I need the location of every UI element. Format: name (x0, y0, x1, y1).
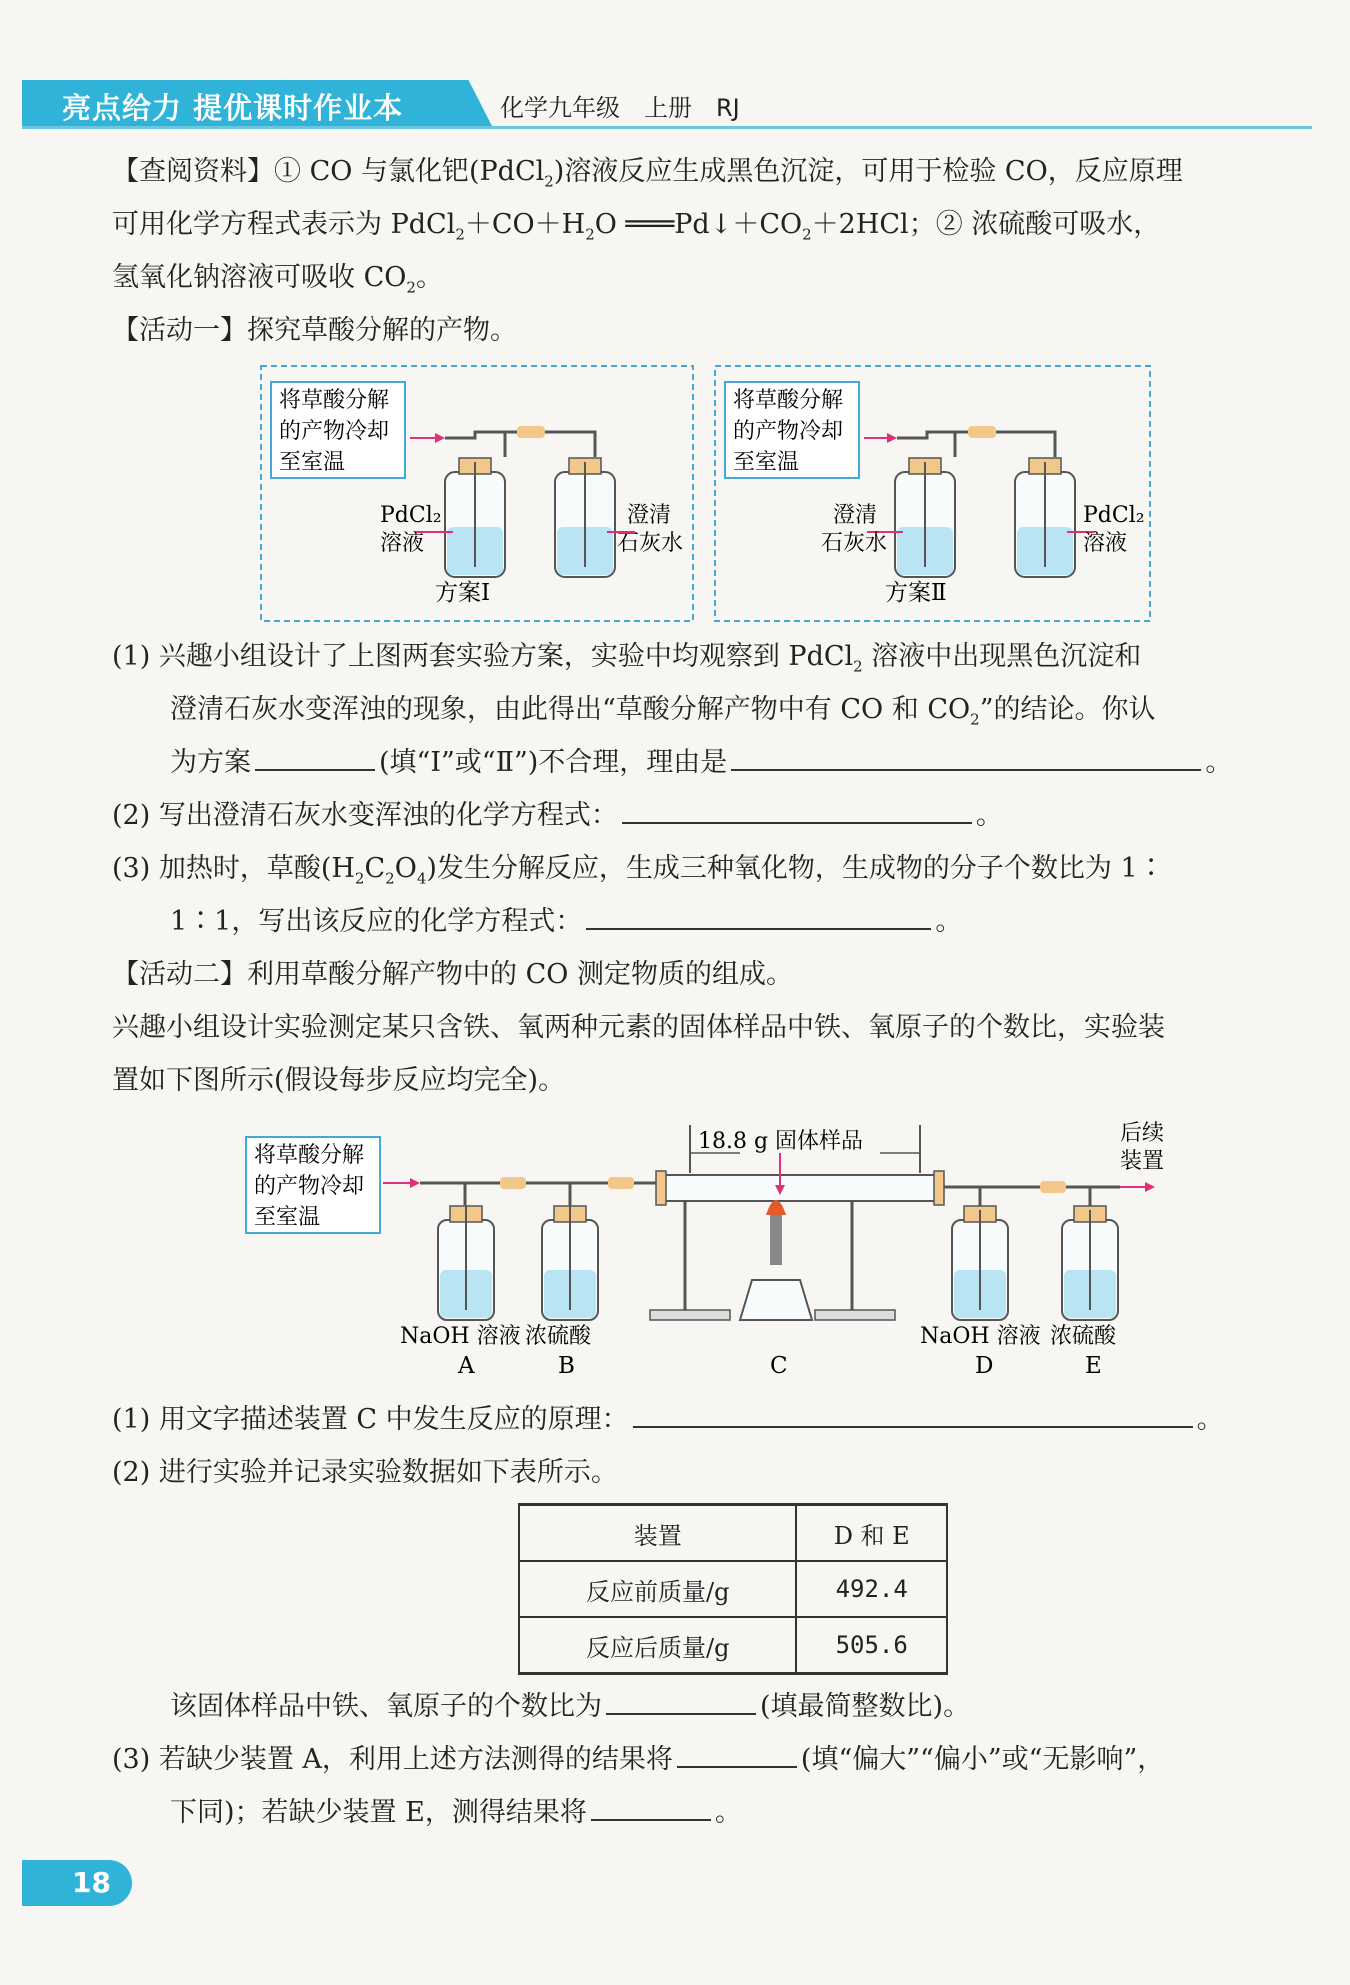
plan1-box-line-3: 至室温 (279, 450, 346, 475)
plan2-lime-label: 澄清 (833, 503, 878, 528)
info-line-2: 可用化学方程式表示为 $PdCl_2+CO+H_2O$ $═══Pd↓+CO_2+2HCl$；② 浓硫酸可吸水， (112, 209, 1161, 244)
table-header-device: 装置 (519, 1505, 796, 1562)
q1-line-2: 澄清石灰水变浑浊的现象，由此得出“草酸分解产物中有 CO 和 $CO_2$”的结论。你认 (170, 694, 1156, 729)
letter-e: E (1085, 1353, 1102, 1375)
sample-label: 18.8 g 固体样品 (698, 1129, 864, 1154)
activity1-figure (255, 362, 1160, 624)
label-naoh-a: NaOH 溶液 (400, 1324, 521, 1349)
b3-result-e-blank[interactable] (591, 1789, 711, 1821)
b1-principle-blank[interactable] (633, 1396, 1193, 1428)
table-header-de: D 和 E (796, 1505, 947, 1562)
table-cell-after-label: 反应后质量/g (519, 1617, 796, 1674)
letter-d: D (975, 1353, 994, 1375)
q1-reason-blank[interactable] (731, 739, 1201, 771)
q3-line-2: 1∶1，写出该反应的化学方程式： 。 (170, 895, 962, 948)
tube-c (660, 1175, 940, 1201)
q1-line-3: 为方案 (填“Ⅰ”或“Ⅱ”)不合理，理由是 。 (170, 736, 1232, 789)
label-h2so4-b: 浓硫酸 (525, 1324, 592, 1349)
activity2-desc-2: 置如下图所示(假设每步反应均完全)。 (112, 1065, 566, 1096)
ratio-blank[interactable] (606, 1683, 756, 1715)
page-number: 18 (22, 1860, 132, 1906)
table-row (519, 1561, 947, 1617)
table-cell-before-value: 492.4 (796, 1561, 947, 1617)
plan2-box-line-1: 将草酸分解 (733, 388, 844, 413)
plan2-lime-label-2: 石灰水 (821, 531, 888, 556)
data-table (518, 1503, 948, 1675)
q3-line-1: (3) 加热时，草酸$(H_2C_2O_4)$发生分解反应，生成三种氧化物，生成物的分子个数比为 1∶ (112, 853, 1165, 888)
plan2-box-line-3: 至室温 (733, 450, 800, 475)
activity1-title: 【活动一】探究草酸分解的产物。 (112, 315, 517, 346)
plan2-pdcl2-label: PdCl₂ (1083, 503, 1145, 528)
activity2-title: 【活动二】利用草酸分解产物中的 CO 测定物质的组成。 (112, 959, 793, 990)
apparatus-box-line-2: 的产物冷却 (254, 1174, 365, 1199)
letter-c: C (770, 1353, 788, 1375)
table-cell-before-label: 反应前质量/g (519, 1561, 796, 1617)
activity2-desc-1: 兴趣小组设计实验测定某只含铁、氧两种元素的固体样品中铁、氧原子的个数比，实验装 (112, 1012, 1165, 1043)
header-rule (22, 126, 1312, 129)
table-cell-after-value: 505.6 (796, 1617, 947, 1674)
follow-up-label-1: 后续 (1120, 1121, 1165, 1146)
plan2-pdcl2-label-2: 溶液 (1083, 531, 1128, 556)
apparatus-box-line-1: 将草酸分解 (254, 1143, 365, 1168)
q1-line-1: (1) 兴趣小组设计了上图两套实验方案，实验中均观察到 PdCl$_2$ 溶液中出现黑色沉淀和 (112, 641, 1142, 676)
b3-line-2: 下同)；若缺少装置 E，测得结果将 。 (170, 1786, 742, 1839)
plan1-lime-label-2: 石灰水 (617, 531, 684, 556)
b3-result-a-blank[interactable] (677, 1736, 797, 1768)
table-row (519, 1505, 947, 1562)
letter-b: B (558, 1353, 575, 1375)
plan2-caption: 方案Ⅱ (885, 580, 947, 606)
plan1-pdcl2-label: PdCl₂ (380, 503, 442, 528)
b1-line: (1) 用文字描述装置 C 中发生反应的原理： 。 (112, 1393, 1224, 1446)
header-brand: 亮点给力 提优课时作业本 (62, 91, 404, 125)
plan1-box-line-2: 的产物冷却 (279, 419, 390, 444)
page-header (22, 80, 1312, 126)
b2-line: (2) 进行实验并记录实验数据如下表所示。 (112, 1457, 618, 1488)
plan2-box-line-2: 的产物冷却 (733, 419, 844, 444)
q2-equation-blank[interactable] (622, 792, 972, 824)
header-subject: 化学九年级 上册 RJ (500, 94, 740, 122)
info-line-3: 氢氧化钠溶液可吸收 $CO_2$。 (112, 262, 443, 297)
apparatus-box-line-3: 至室温 (254, 1205, 321, 1230)
plan1-pdcl2-label-2: 溶液 (380, 531, 425, 556)
q3-equation-blank[interactable] (586, 898, 931, 930)
label-h2so4-e: 浓硫酸 (1050, 1324, 1117, 1349)
letter-a: A (458, 1353, 475, 1375)
table-row (519, 1617, 947, 1674)
plan1-box-line-1: 将草酸分解 (279, 388, 390, 413)
plan1-lime-label: 澄清 (627, 503, 672, 528)
q2-line: (2) 写出澄清石灰水变浑浊的化学方程式： 。 (112, 789, 1003, 842)
plan1-caption: 方案Ⅰ (435, 580, 491, 606)
activity2-apparatus (240, 1115, 1170, 1375)
b3-line-1: (3) 若缺少装置 A，利用上述方法测得的结果将 (填“偏大”“偏小”或“无影响”， (112, 1733, 1164, 1786)
follow-up-label-2: 装置 (1120, 1149, 1165, 1174)
label-naoh-d: NaOH 溶液 (920, 1324, 1041, 1349)
info-line-1: 【查阅资料】① CO 与氯化钯(PdCl$_2$)溶液反应生成黑色沉淀，可用于检验 CO，反应原理 (112, 156, 1183, 191)
b2-ratio-line: 该固体样品中铁、氧原子的个数比为 (填最简整数比)。 (170, 1680, 970, 1733)
q1-plan-blank[interactable] (255, 739, 375, 771)
